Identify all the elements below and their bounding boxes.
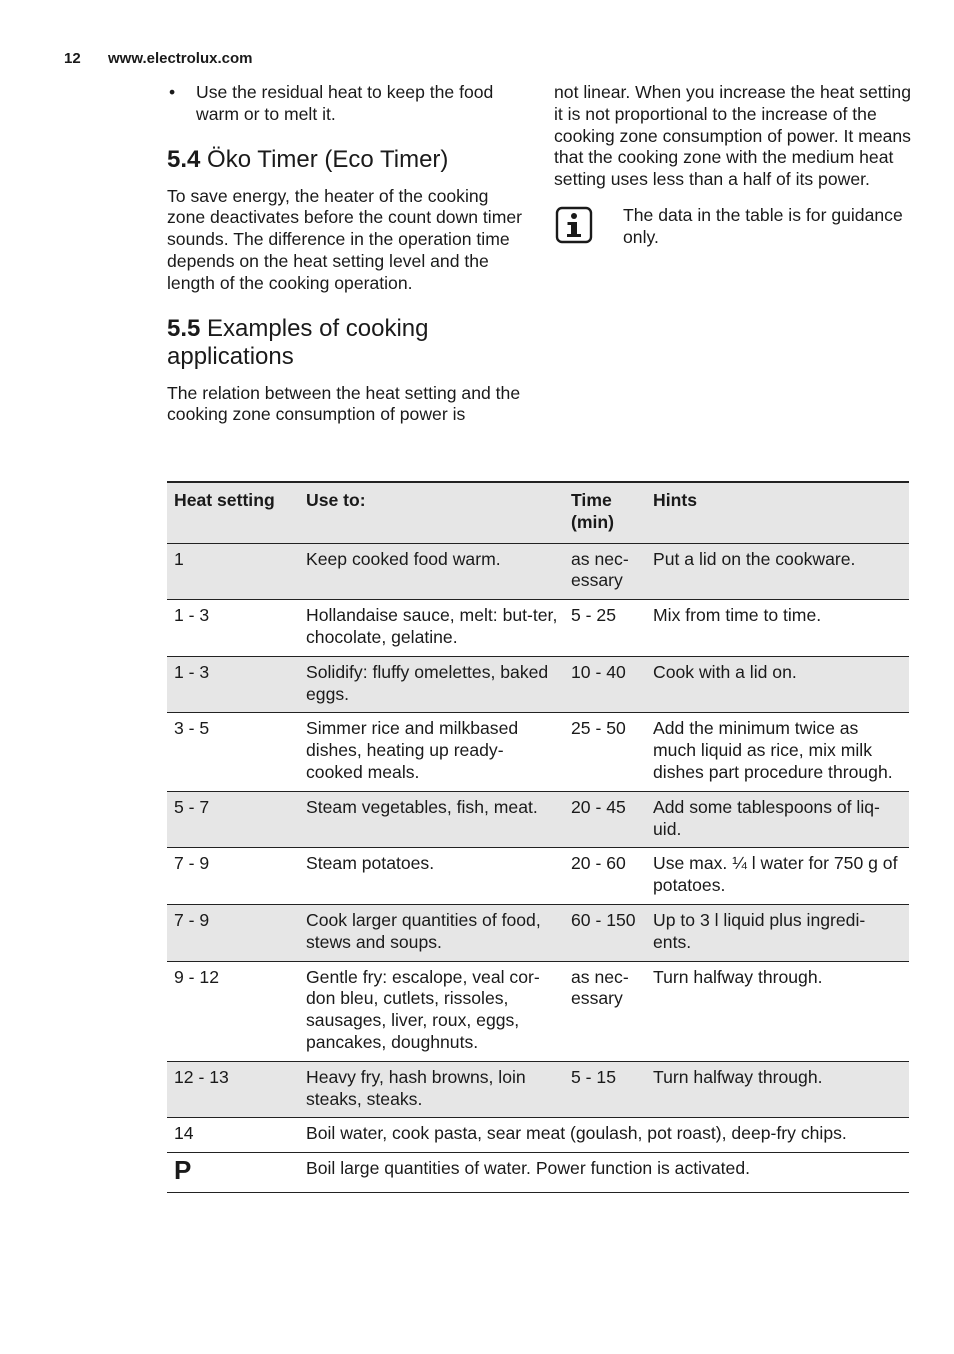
time-cell: 10 - 40	[571, 661, 626, 682]
hints-cell: Use max. ¼ l water for 750 g of potatoes.	[653, 853, 898, 896]
note-text: The data in the table is for guidance only.	[623, 204, 903, 247]
time-cell: as nec-essary	[571, 548, 629, 591]
table-row	[167, 1061, 909, 1118]
heat-setting-cell: 12 - 13	[174, 1066, 229, 1087]
table-row	[167, 848, 909, 905]
table-row	[167, 656, 909, 713]
bullet-dot: •	[169, 82, 176, 102]
time-cell: 5 - 15	[571, 1066, 616, 1087]
hints-cell: Put a lid on the cookware.	[653, 548, 856, 569]
use-to-cell: Steam vegetables, fish, meat.	[306, 796, 538, 817]
info-note	[554, 205, 914, 251]
table-row	[167, 713, 909, 791]
heat-setting-cell: 7 - 9	[174, 853, 210, 874]
hints-cell: Cook with a lid on.	[653, 661, 797, 682]
website-url: www.electrolux.com	[108, 50, 253, 67]
page-number: 12	[64, 50, 81, 67]
section-title: Öko Timer (Eco Timer)	[207, 145, 449, 173]
eco-timer-paragraph: To save energy, the heater of the cooking zone deactivates before the count down timer sounds. The difference in the operation time depends on the heat setting level and the length of the cooking operation.	[167, 185, 523, 293]
use-to-cell: Steam potatoes.	[306, 853, 435, 874]
heat-setting-cell: 5 - 7	[174, 796, 210, 817]
table-row	[167, 791, 909, 848]
section-number: 5.4	[167, 145, 201, 173]
hints-cell: Add the minimum twice as much liquid as rice, mix milk dishes part procedure through.	[653, 718, 893, 782]
header-heat-setting: Heat setting	[174, 490, 275, 510]
left-column	[167, 82, 527, 426]
section-title: Examples of cooking applications	[167, 314, 429, 370]
section-heading-5-5	[167, 315, 527, 371]
hints-cell: Turn halfway through.	[653, 966, 823, 987]
time-cell: 60 - 150	[571, 909, 636, 930]
power-boost-symbol: P	[174, 1155, 192, 1186]
continued-paragraph: not linear. When you increase the heat setting it is not proportional to the increase of the cooking zone consumption of power. It means that the cooking zone with the medium heat setting uses less than a half of its power.	[554, 82, 911, 190]
use-to-cell: Boil water, cook pasta, sear meat (goulash, pot roast), deep-fry chips.	[306, 1123, 847, 1144]
page-header	[64, 50, 253, 67]
cooking-applications-table	[167, 481, 909, 1193]
use-to-cell: Heavy fry, hash browns, loin steaks, steaks.	[306, 1066, 526, 1109]
heat-setting-cell: 7 - 9	[174, 909, 210, 930]
hints-cell: Turn halfway through.	[653, 1066, 823, 1087]
time-cell: as nec-essary	[571, 966, 629, 1009]
info-icon	[554, 205, 623, 251]
hints-cell: Up to 3 l liquid plus ingredi-ents.	[653, 909, 866, 952]
time-cell: 20 - 45	[571, 796, 626, 817]
heat-setting-cell: 9 - 12	[174, 966, 219, 987]
heat-setting-cell: 3 - 5	[174, 718, 210, 739]
table-row	[167, 600, 909, 657]
cooking-applications-paragraph: The relation between the heat setting and the cooking zone consumption of power is	[167, 382, 521, 425]
header-time: Time (min)	[571, 490, 614, 532]
use-to-cell: Keep cooked food warm.	[306, 548, 501, 569]
time-cell: 20 - 60	[571, 853, 626, 874]
bullet-item	[167, 82, 527, 126]
use-to-cell: Hollandaise sauce, melt: but-ter, chocolate, gelatine.	[306, 605, 558, 647]
right-column	[554, 82, 914, 251]
heat-setting-cell	[167, 1153, 299, 1193]
bullet-text: Use the residual heat to keep the food warm or to melt it.	[196, 82, 494, 124]
heat-setting-cell: 14	[174, 1123, 194, 1144]
table-row	[167, 961, 909, 1061]
heat-setting-cell: 1 - 3	[174, 605, 210, 626]
table-row	[167, 1153, 909, 1193]
use-to-cell: Simmer rice and milkbased dishes, heating up ready-cooked meals.	[306, 718, 519, 782]
use-to-cell: Gentle fry: escalope, veal cor-don bleu, cutlets, rissoles, sausages, liver, roux, eggs, pancakes, doughnuts.	[306, 966, 540, 1052]
section-number: 5.5	[167, 314, 201, 342]
table-header-row	[167, 482, 909, 543]
hints-cell: Add some tablespoons of liq-uid.	[653, 796, 880, 839]
time-cell: 25 - 50	[571, 718, 626, 739]
header-hints: Hints	[653, 490, 697, 510]
hints-cell: Mix from time to time.	[653, 605, 822, 626]
header-use-to: Use to:	[306, 490, 366, 510]
heat-setting-cell: 1 - 3	[174, 661, 210, 682]
table-row	[167, 904, 909, 961]
heat-setting-cell: 1	[174, 548, 184, 569]
section-heading-5-4	[167, 146, 527, 174]
use-to-cell: Boil large quantities of water. Power function is activated.	[306, 1158, 750, 1179]
table-row	[167, 543, 909, 600]
time-cell: 5 - 25	[571, 605, 616, 626]
use-to-cell: Cook larger quantities of food, stews and soups.	[306, 909, 541, 952]
use-to-cell: Solidify: fluffy omelettes, baked eggs.	[306, 661, 549, 704]
table-row	[167, 1118, 909, 1153]
